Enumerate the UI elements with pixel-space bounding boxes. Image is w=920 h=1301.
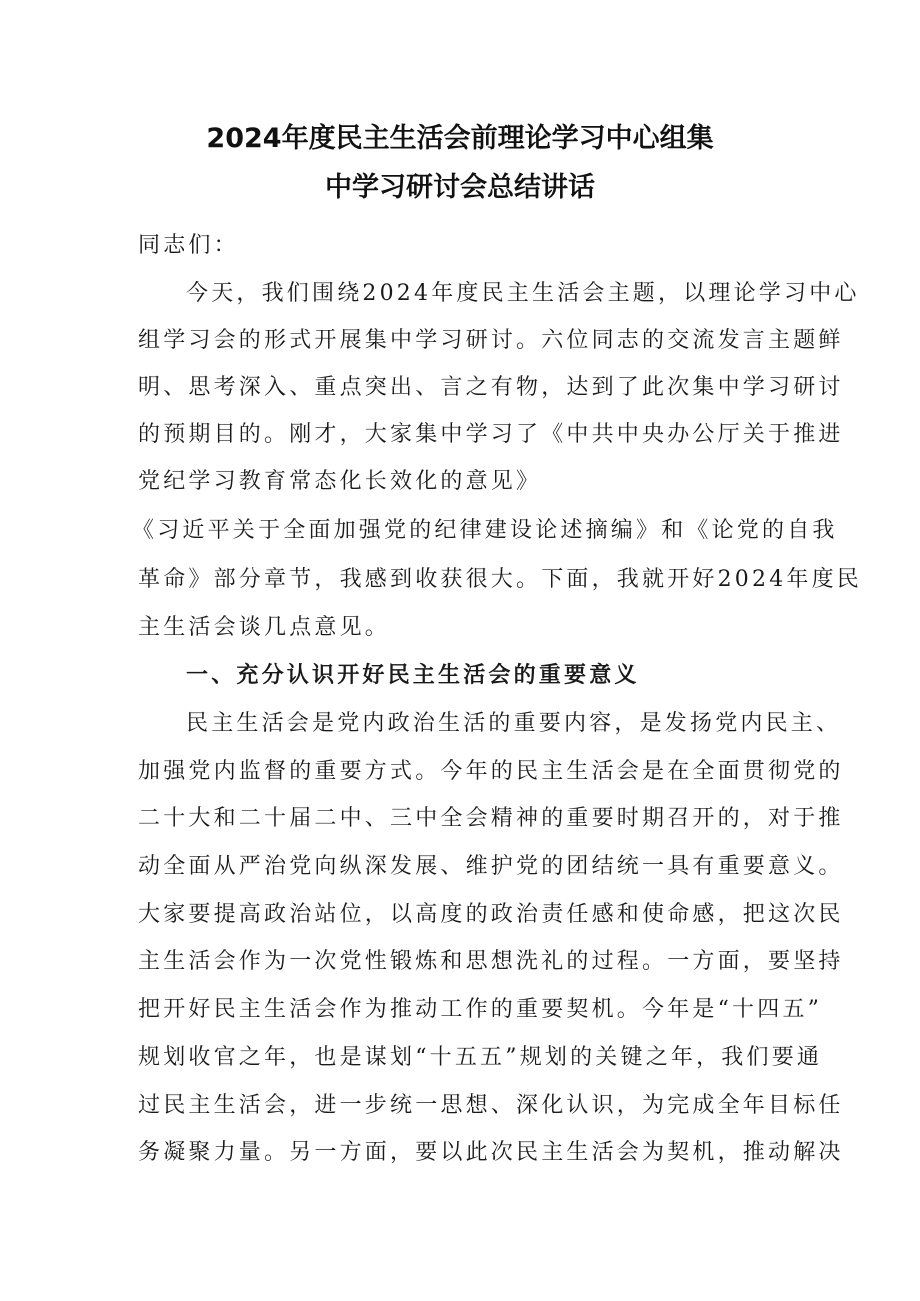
document-title-line-2: 中学习研讨会总结讲话 <box>325 172 595 203</box>
paragraph-1-line: 《习近平关于全面加强党的纪律建设论述摘编》和《论党的自我 <box>132 518 838 543</box>
paragraph-2-line: 加强党内监督的重要方式。今年的民主生活会是在全面贯彻党的 <box>138 759 844 784</box>
paragraph-2-line: 规划收官之年，也是谋划“十五五”规划的关键之年，我们要通 <box>138 1045 823 1070</box>
section-heading-1: 一、充分认识开好民主生活会的重要意义 <box>186 662 640 688</box>
paragraph-1-line: 革命》部分章节，我感到收获很大。下面，我就开好2024年度民 <box>138 567 862 592</box>
paragraph-2-line: 动全面从严治党向纵深发展、维护党的团结统一具有重要意义。 <box>138 854 844 879</box>
paragraph-2-line: 二十大和二十届二中、三中全会精神的重要时期召开的，对于推 <box>138 806 844 831</box>
paragraph-1-line: 的预期目的。刚才，大家集中学习了《中共中央办公厅关于推进 <box>138 422 844 447</box>
paragraph-2-line: 大家要提高政治站位，以高度的政治责任感和使命感，把这次民 <box>138 902 844 927</box>
paragraph-1-line: 明、思考深入、重点突出、言之有物，达到了此次集中学习研讨 <box>138 375 844 400</box>
paragraph-1-line: 今天，我们围绕2024年度民主生活会主题，以理论学习中心 <box>186 281 860 306</box>
paragraph-1-line: 党纪学习教育常态化长效化的意见》 <box>138 469 542 494</box>
salutation: 同志们： <box>138 233 239 258</box>
paragraph-1-line: 组学习会的形式开展集中学习研讨。六位同志的交流发言主题鲜 <box>138 328 844 353</box>
paragraph-2-line: 务凝聚力量。另一方面，要以此次民主生活会为契机，推动解决 <box>138 1140 844 1165</box>
paragraph-2-line: 过民主生活会，进一步统一思想、深化认识，为完成全年目标任 <box>138 1093 844 1118</box>
paragraph-1-line: 主生活会谈几点意见。 <box>138 615 391 640</box>
paragraph-2-line: 主生活会作为一次党性锻炼和思想洗礼的过程。一方面，要坚持 <box>138 949 844 974</box>
document-title-line-1: 2024年度民主生活会前理论学习中心组集 <box>206 123 714 154</box>
paragraph-2-line: 民主生活会是党内政治生活的重要内容，是发扬党内民主、 <box>186 711 842 736</box>
paragraph-2-line: 把开好民主生活会作为推动工作的重要契机。今年是“十四五” <box>138 997 823 1022</box>
